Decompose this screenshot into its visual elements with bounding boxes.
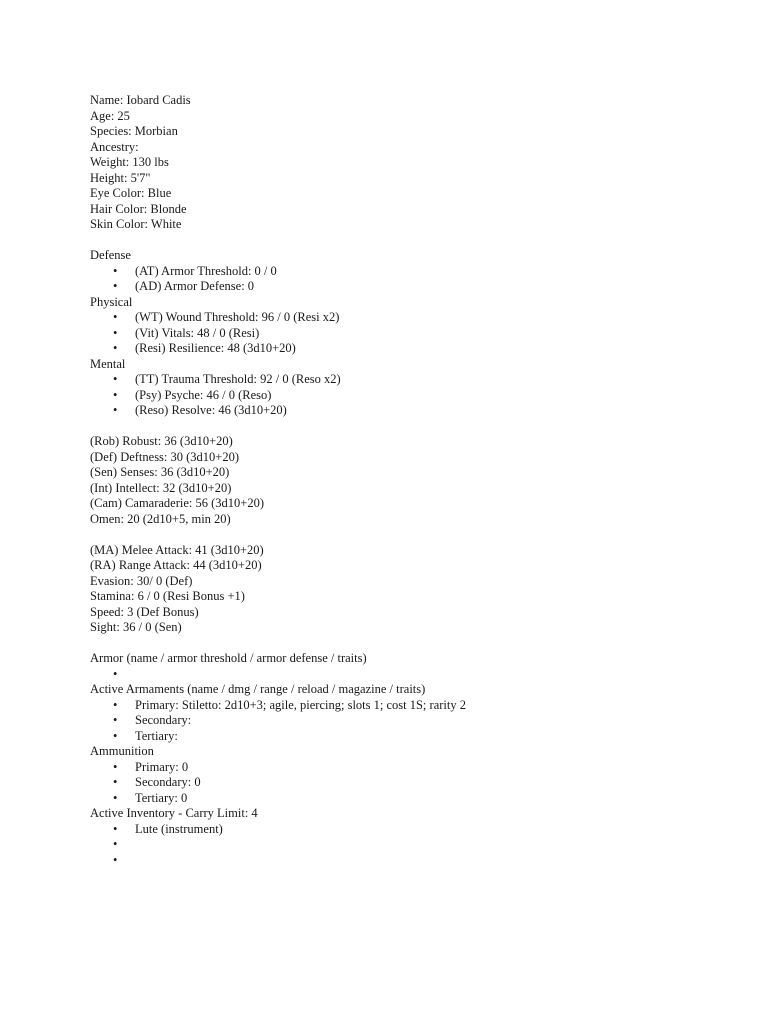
bullet-icon: • <box>113 713 118 727</box>
list-item <box>90 713 730 729</box>
bullet-icon: • <box>113 279 118 293</box>
list-item-text: Lute (instrument) <box>135 821 223 836</box>
bullet-icon: • <box>113 759 118 774</box>
section-heading: Active Armaments (name / dmg / range / reload / magazine / traits) <box>90 682 426 696</box>
speed-line: Speed: 3 (Def Bonus) <box>90 604 199 619</box>
list-item-text: (TT) Trauma Threshold: 92 / 0 (Reso x2) <box>135 372 341 386</box>
list-item <box>90 775 730 791</box>
sight-line: Sight: 36 / 0 (Sen) <box>90 620 182 634</box>
section-heading: Physical <box>90 294 133 309</box>
section-heading: Armor (name / armor threshold / armor defense / traits) <box>90 651 367 665</box>
physical-section <box>90 295 730 357</box>
name-line: Name: Iobard Cadis <box>90 93 191 107</box>
character-sheet <box>90 93 730 868</box>
bullet-icon: • <box>113 387 118 402</box>
list-item-text: Primary: 0 <box>135 759 189 774</box>
bullet-icon: • <box>113 310 118 324</box>
list-item-text: Primary: Stiletto: 2d10+3; agile, piercing; slots 1; cost 1S; rarity 2 <box>135 697 466 712</box>
spacer <box>90 233 730 249</box>
list-item <box>90 310 730 326</box>
list-item <box>90 388 730 404</box>
combat-block <box>90 543 730 636</box>
list-item-text: Secondary: <box>135 713 192 727</box>
spacer <box>90 419 730 435</box>
list-item-text: (AT) Armor Threshold: 0 / 0 <box>135 263 277 278</box>
intellect-line: (Int) Intellect: 32 (3d10+20) <box>90 480 232 495</box>
list-item <box>90 791 730 807</box>
list-item-text: Secondary: 0 <box>135 775 201 789</box>
stamina-line: Stamina: 6 / 0 (Resi Bonus +1) <box>90 589 245 603</box>
list-item <box>90 341 730 357</box>
spacer <box>90 636 730 652</box>
list-item <box>90 822 730 838</box>
robust-line: (Rob) Robust: 36 (3d10+20) <box>90 434 233 448</box>
list-item-text: (Resi) Resilience: 48 (3d10+20) <box>135 341 296 355</box>
bullet-icon: • <box>113 790 118 805</box>
list-item <box>90 279 730 295</box>
deftness-line: (Def) Deftness: 30 (3d10+20) <box>90 449 240 464</box>
list-item <box>90 403 730 419</box>
age-line: Age: 25 <box>90 108 130 123</box>
bullet-icon: • <box>113 821 118 836</box>
list-item <box>90 698 730 714</box>
inventory-section <box>90 806 730 868</box>
basics-block <box>90 93 730 233</box>
senses-line: (Sen) Senses: 36 (3d10+20) <box>90 465 230 479</box>
section-heading: Active Inventory - Carry Limit: 4 <box>90 806 258 820</box>
bullet-icon: • <box>113 837 118 851</box>
bullet-icon: • <box>113 775 118 789</box>
ammunition-section <box>90 744 730 806</box>
bullet-icon: • <box>113 728 118 743</box>
section-heading: Ammunition <box>90 744 154 758</box>
list-item <box>90 264 730 280</box>
armor-section <box>90 651 730 682</box>
section-heading: Mental <box>90 356 126 371</box>
armaments-section <box>90 682 730 744</box>
height-line: Height: 5'7" <box>90 170 151 185</box>
list-item <box>90 326 730 342</box>
bullet-icon: • <box>113 697 118 712</box>
omen-line: Omen: 20 (2d10+5, min 20) <box>90 511 231 526</box>
bullet-icon: • <box>113 403 118 417</box>
ancestry-line: Ancestry: <box>90 139 139 154</box>
melee-attack-line: (MA) Melee Attack: 41 (3d10+20) <box>90 542 264 557</box>
bullet-icon: • <box>113 325 118 340</box>
list-item-text: (AD) Armor Defense: 0 <box>135 279 255 293</box>
list-item-text: (Psy) Psyche: 46 / 0 (Reso) <box>135 387 272 402</box>
list-item <box>90 667 730 683</box>
bullet-icon: • <box>113 263 118 278</box>
hair-color-line: Hair Color: Blonde <box>90 201 187 216</box>
list-item <box>90 853 730 869</box>
list-item-text: Tertiary: <box>135 728 178 743</box>
mental-section <box>90 357 730 419</box>
skin-color-line: Skin Color: White <box>90 217 182 231</box>
camaraderie-line: (Cam) Camaraderie: 56 (3d10+20) <box>90 496 265 510</box>
list-item-text: (WT) Wound Threshold: 96 / 0 (Resi x2) <box>135 310 340 324</box>
evasion-line: Evasion: 30/ 0 (Def) <box>90 573 193 588</box>
list-item-text: Tertiary: 0 <box>135 790 188 805</box>
attributes-block <box>90 434 730 527</box>
range-attack-line: (RA) Range Attack: 44 (3d10+20) <box>90 558 262 572</box>
list-item <box>90 837 730 853</box>
bullet-icon: • <box>113 666 118 681</box>
spacer <box>90 527 730 543</box>
bullet-icon: • <box>113 372 118 386</box>
bullet-icon: • <box>113 852 118 867</box>
list-item-text: (Reso) Resolve: 46 (3d10+20) <box>135 403 287 417</box>
weight-line: Weight: 130 lbs <box>90 155 169 169</box>
list-item-text: (Vit) Vitals: 48 / 0 (Resi) <box>135 325 260 340</box>
list-item <box>90 729 730 745</box>
list-item <box>90 372 730 388</box>
bullet-icon: • <box>113 341 118 355</box>
species-line: Species: Morbian <box>90 124 178 138</box>
section-heading: Defense <box>90 248 131 262</box>
list-item <box>90 760 730 776</box>
eye-color-line: Eye Color: Blue <box>90 186 172 200</box>
defense-section <box>90 248 730 295</box>
